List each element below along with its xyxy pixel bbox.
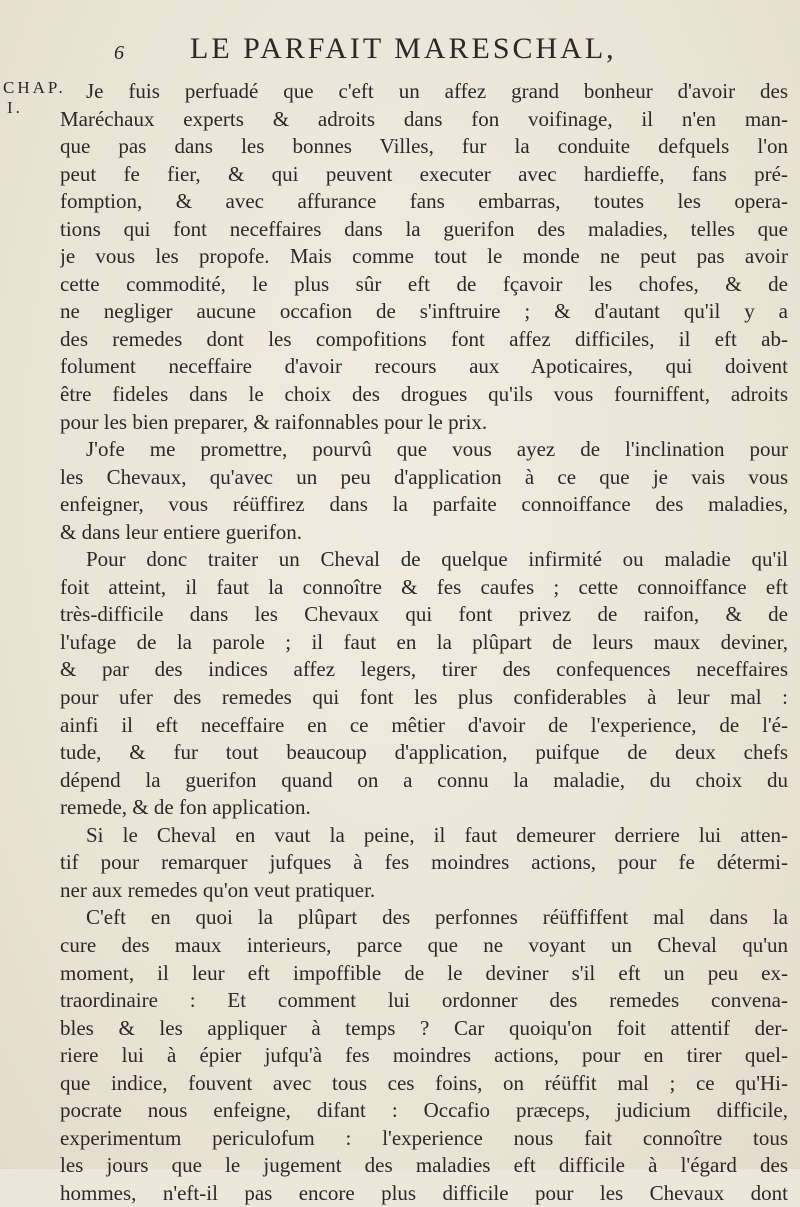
chapter-label: CHAP. [3, 78, 66, 97]
text-line: J'ofe me promettre, pourvû que vous ayez de l'inclination pour [86, 437, 788, 462]
text-line: que pas dans les bonnes Villes, fur la conduite defquels l'on [60, 134, 788, 159]
text-line: ainfi il eft neceffaire en ce mêtier d'avoir de l'experience, de l'é- [60, 712, 788, 737]
text-line: Maréchaux experts & adroits dans fon voifinage, il n'en man- [60, 106, 788, 131]
text-line: moment, il leur eft impoffible de le deviner s'il eft un peu ex- [60, 960, 788, 985]
running-title: LE PARFAIT MARESCHAL, [190, 32, 617, 65]
text-line: C'eft en quoi la plûpart des perfonnes réüffiffent mal dans la [86, 905, 788, 930]
text-line: Si le Cheval en vaut la peine, il faut demeurer derriere lui atten- [86, 822, 788, 847]
text-line: & dans leur entiere guerifon. [60, 519, 302, 544]
text-line: cure des maux interieurs, parce que ne voyant un Cheval qu'un [60, 932, 788, 957]
text-line: Pour donc traiter un Cheval de quelque infirmité ou maladie qu'il [86, 547, 788, 572]
text-line: pour les bien preparer, & raifonnables pour le prix. [60, 409, 488, 434]
text-line: ne negliger aucune occafion de s'inftruire ; & d'autant qu'il y a [60, 299, 788, 324]
page-number: 6 [114, 42, 124, 64]
text-line: ner aux remedes qu'on veut pratiquer. [60, 877, 376, 902]
text-line: les jours que le jugement des maladies eft difficile à l'égard des [60, 1153, 788, 1178]
text-line: remede, & de fon application. [60, 795, 311, 820]
text-line: tif pour remarquer jufques à fes moindres actions, pour fe détermi- [60, 850, 788, 875]
text-line: tions qui font neceffaires dans la guerifon des maladies, telles que [60, 216, 788, 241]
text-line: & par des indices affez legers, tirer des confequences neceffaires [60, 657, 788, 682]
chapter-marker [3, 78, 66, 118]
text-line: très-difficile dans les Chevaux qui font privez de raifon, & de [60, 602, 788, 627]
text-line: dépend la guerifon quand on a connu la maladie, du choix du [60, 767, 788, 792]
text-line: riere lui à épier jufqu'à fes moindres actions, pour en tirer quel- [60, 1043, 788, 1068]
text-line: que indice, fouvent avec tous ces foins, on réüffit mal ; ce qu'Hi- [60, 1070, 788, 1095]
text-line: experimentum periculofum : l'experience nous fait connoître tous [60, 1125, 788, 1150]
chapter-number: I. [7, 98, 23, 117]
text-line: être fideles dans le choix des drogues qu'ils vous fourniffent, adroits [60, 382, 788, 407]
text-line: peut fe fier, & qui peuvent executer avec hardieffe, fans pré- [60, 161, 788, 186]
text-line: traordinaire : Et comment lui ordonner des remedes convena- [60, 988, 788, 1013]
page-header [110, 32, 710, 72]
text-line: fomption, & avec affurance fans embarras, toutes les opera- [60, 189, 788, 214]
body-text [60, 78, 788, 1207]
text-line: pour ufer des remedes qui font les plus confiderables à leur mal : [60, 685, 788, 710]
text-line: pocrate nous enfeigne, difant : Occafio præceps, judicium difficile, [60, 1098, 788, 1123]
text-line: je vous les propofe. Mais comme tout le monde ne peut pas avoir [60, 244, 788, 269]
text-line: enfeigner, vous réüffirez dans la parfaite connoiffance des maladies, [60, 492, 788, 517]
text-line: Je fuis perfuadé que c'eft un affez grand bonheur d'avoir des [86, 79, 788, 103]
text-line: des remedes dont les compofitions font affez difficiles, il eft ab- [60, 326, 788, 351]
text-line: les Chevaux, qu'avec un peu d'application à ce que je vais vous [60, 464, 788, 489]
text-line: cette commodité, le plus sûr eft de fçavoir les chofes, & de [60, 271, 788, 296]
text-line: l'ufage de la parole ; il faut en la plûpart de leurs maux deviner, [60, 629, 788, 654]
text-line: hommes, n'eft-il pas encore plus difficile pour les Chevaux dont [60, 1180, 788, 1205]
text-line: bles & les appliquer à temps ? Car quoiqu'on foit attentif der- [60, 1015, 788, 1040]
text-line: foit atteint, il faut la connoître & fes caufes ; cette connoiffance eft [60, 574, 788, 599]
text-line: tude, & fur tout beaucoup d'application, puifque de deux chefs [60, 740, 788, 765]
text-line: folument neceffaire d'avoir recours aux Apoticaires, qui doivent [60, 354, 788, 379]
